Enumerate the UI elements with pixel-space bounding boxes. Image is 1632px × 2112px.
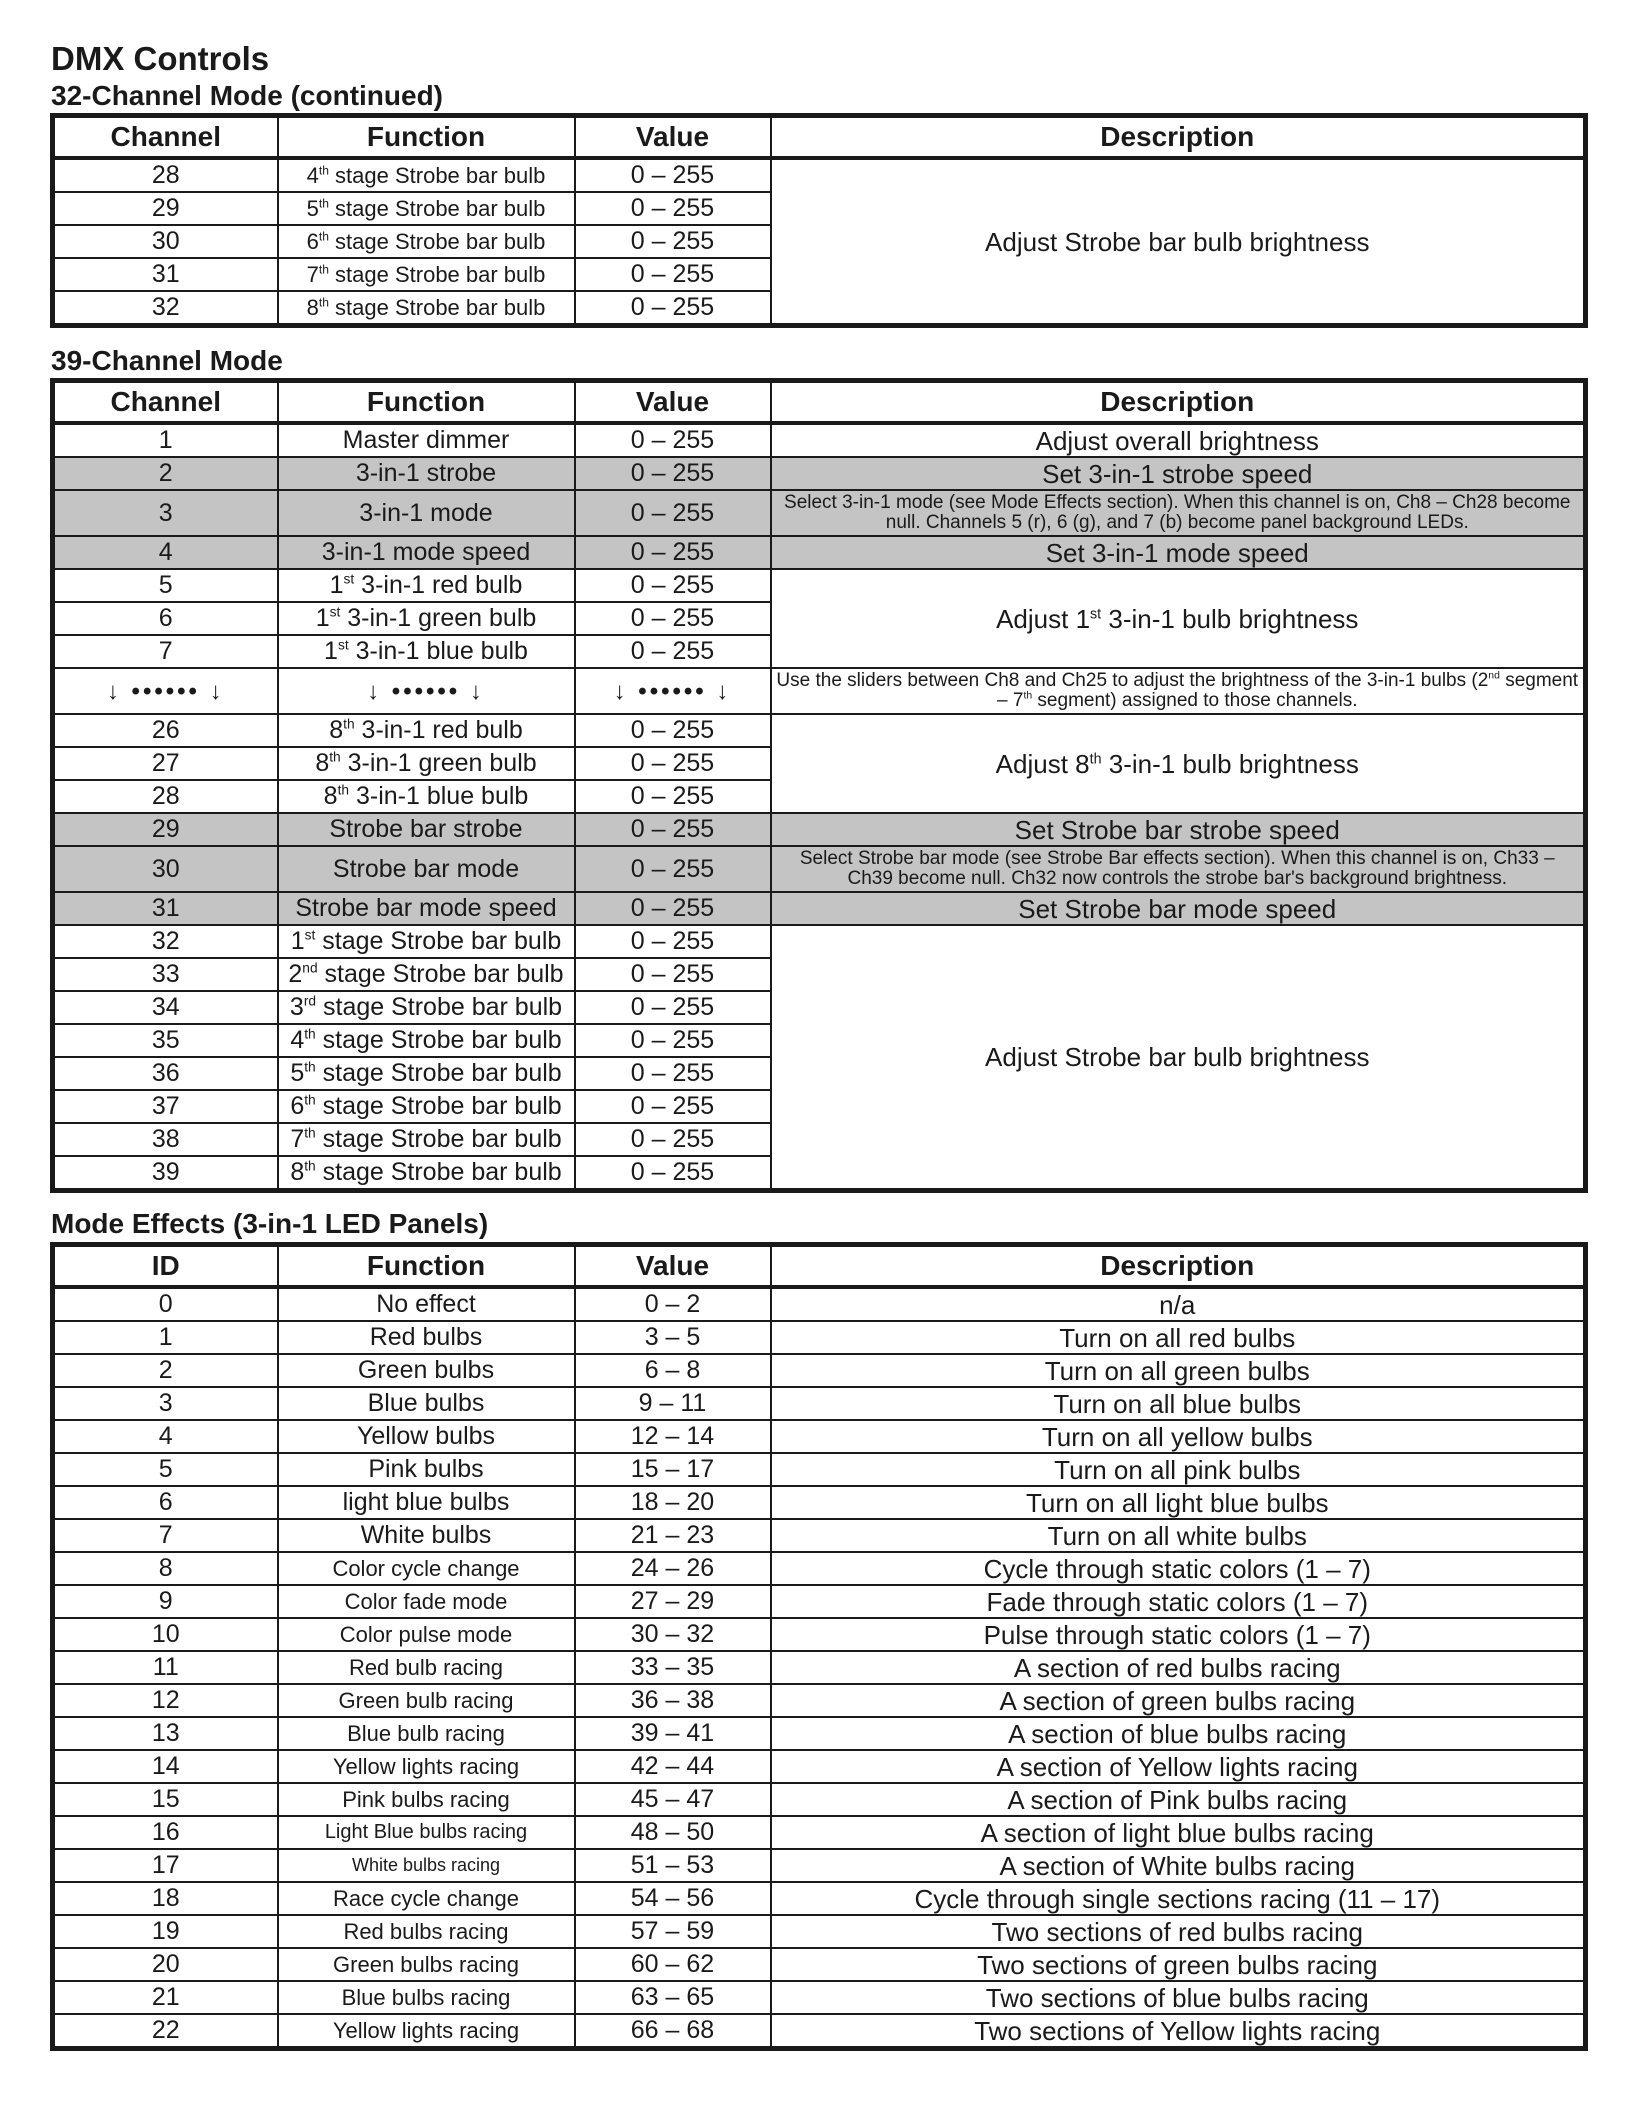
table-row: [53, 569, 1586, 602]
header-function: Function: [278, 381, 575, 424]
value-cell: 0 – 255: [575, 892, 771, 925]
channel-cell: 6: [53, 602, 278, 635]
id-cell: 11: [53, 1651, 278, 1684]
value-cell: 0 – 255: [575, 1123, 771, 1156]
id-cell: 22: [53, 2014, 278, 2049]
function-cell: Pink bulbs racing: [278, 1783, 575, 1816]
description-cell: A section of green bulbs racing: [771, 1684, 1586, 1717]
description-cell: Adjust 8th 3-in-1 bulb brightness: [771, 714, 1586, 813]
channel-cell: 2: [53, 457, 278, 490]
description-cell: Adjust Strobe bar bulb brightness: [771, 158, 1586, 326]
function-cell: Light Blue bulbs racing: [278, 1816, 575, 1849]
table-row: [53, 457, 1586, 490]
function-cell: 8th 3-in-1 red bulb: [278, 714, 575, 747]
value-cell: 0 – 255: [575, 490, 771, 536]
description-cell: Turn on all pink bulbs: [771, 1453, 1586, 1486]
description-cell: A section of light blue bulbs racing: [771, 1816, 1586, 1849]
channel-cell: 32: [53, 291, 278, 326]
description-cell: Set 3-in-1 strobe speed: [771, 457, 1586, 490]
value-cell: 0 – 255: [575, 991, 771, 1024]
id-cell: 19: [53, 1915, 278, 1948]
value-cell: 0 – 255: [575, 536, 771, 569]
channel-cell: 29: [53, 192, 278, 225]
function-cell: Race cycle change: [278, 1882, 575, 1915]
value-cell: 0 – 255: [575, 635, 771, 668]
value-cell: 39 – 41: [575, 1717, 771, 1750]
function-cell: 1st 3-in-1 blue bulb: [278, 635, 575, 668]
value-cell: 6 – 8: [575, 1354, 771, 1387]
table-row: [53, 1585, 1586, 1618]
function-cell: 8th stage Strobe bar bulb: [278, 291, 575, 326]
description-cell: Two sections of green bulbs racing: [771, 1948, 1586, 1981]
id-cell: 18: [53, 1882, 278, 1915]
down-arrow-icon: ↓ •••••• ↓: [575, 668, 771, 714]
id-cell: 9: [53, 1585, 278, 1618]
channel-cell: 37: [53, 1090, 278, 1123]
channel-cell: 38: [53, 1123, 278, 1156]
id-cell: 17: [53, 1849, 278, 1882]
page-title: DMX Controls: [51, 40, 270, 77]
id-cell: 5: [53, 1453, 278, 1486]
description-cell: Select Strobe bar mode (see Strobe Bar effects section). When this channel is on, Ch33 – Ch39 become null. Ch32 now controls the strobe bar's background brightness.: [771, 846, 1586, 892]
function-cell: White bulbs racing: [278, 1849, 575, 1882]
table-row: [53, 1519, 1586, 1552]
channel-cell: 33: [53, 958, 278, 991]
function-cell: Master dimmer: [278, 423, 575, 457]
description-cell: Set Strobe bar strobe speed: [771, 813, 1586, 846]
value-cell: 0 – 255: [575, 192, 771, 225]
header-value: Value: [575, 1245, 771, 1288]
value-cell: 42 – 44: [575, 1750, 771, 1783]
header-row: [53, 116, 1586, 159]
channel-cell: 32: [53, 925, 278, 958]
value-cell: 0 – 255: [575, 457, 771, 490]
value-cell: 21 – 23: [575, 1519, 771, 1552]
table-row: [53, 714, 1586, 747]
value-cell: 15 – 17: [575, 1453, 771, 1486]
value-cell: 0 – 255: [575, 258, 771, 291]
header-value: Value: [575, 381, 771, 424]
channel-cell: 36: [53, 1057, 278, 1090]
function-cell: 5th stage Strobe bar bulb: [278, 192, 575, 225]
description-cell: A section of White bulbs racing: [771, 1849, 1586, 1882]
table-row: [53, 1816, 1586, 1849]
table-row: [53, 1321, 1586, 1354]
value-cell: 0 – 255: [575, 846, 771, 892]
table-row: [53, 2014, 1586, 2049]
value-cell: 0 – 255: [575, 602, 771, 635]
value-cell: 0 – 255: [575, 1024, 771, 1057]
function-cell: 3-in-1 strobe: [278, 457, 575, 490]
channel-cell: 35: [53, 1024, 278, 1057]
description-cell: Fade through static colors (1 – 7): [771, 1585, 1586, 1618]
down-arrow-icon: ↓ •••••• ↓: [278, 668, 575, 714]
channel-cell: 7: [53, 635, 278, 668]
value-cell: 0 – 255: [575, 925, 771, 958]
id-cell: 4: [53, 1420, 278, 1453]
id-cell: 0: [53, 1287, 278, 1321]
description-cell: Select 3-in-1 mode (see Mode Effects section). When this channel is on, Ch8 – Ch28 become null. Channels 5 (r), 6 (g), and 7 (b) become panel background LEDs.: [771, 490, 1586, 536]
description-cell: n/a: [771, 1287, 1586, 1321]
id-cell: 7: [53, 1519, 278, 1552]
table-row: [53, 1287, 1586, 1321]
function-cell: Green bulb racing: [278, 1684, 575, 1717]
table-row: [53, 1453, 1586, 1486]
table-row: [53, 1486, 1586, 1519]
description-cell: Turn on all red bulbs: [771, 1321, 1586, 1354]
id-cell: 3: [53, 1387, 278, 1420]
value-cell: 9 – 11: [575, 1387, 771, 1420]
channel-cell: 3: [53, 490, 278, 536]
channel-cell: 27: [53, 747, 278, 780]
description-cell: Turn on all yellow bulbs: [771, 1420, 1586, 1453]
function-cell: Blue bulbs racing: [278, 1981, 575, 2014]
table-row: [53, 1420, 1586, 1453]
table-row: [53, 813, 1586, 846]
section-heading-39ch: 39-Channel Mode: [51, 345, 283, 376]
function-cell: Pink bulbs: [278, 1453, 575, 1486]
table-row: [53, 1882, 1586, 1915]
value-cell: 0 – 255: [575, 291, 771, 326]
value-cell: 12 – 14: [575, 1420, 771, 1453]
header-description: Description: [771, 381, 1586, 424]
table-row: [53, 1981, 1586, 2014]
table-row: [53, 1717, 1586, 1750]
function-cell: 8th 3-in-1 green bulb: [278, 747, 575, 780]
value-cell: 0 – 255: [575, 780, 771, 813]
value-cell: 48 – 50: [575, 1816, 771, 1849]
id-cell: 2: [53, 1354, 278, 1387]
function-cell: Blue bulbs: [278, 1387, 575, 1420]
function-cell: 3-in-1 mode speed: [278, 536, 575, 569]
value-cell: 3 – 5: [575, 1321, 771, 1354]
table-row: [53, 1750, 1586, 1783]
header-channel: Channel: [53, 381, 278, 424]
value-cell: 60 – 62: [575, 1948, 771, 1981]
function-cell: 6th stage Strobe bar bulb: [278, 225, 575, 258]
header-function: Function: [278, 1245, 575, 1288]
id-cell: 13: [53, 1717, 278, 1750]
value-cell: 30 – 32: [575, 1618, 771, 1651]
table-row: [53, 1849, 1586, 1882]
channel-cell: 1: [53, 423, 278, 457]
down-arrow-icon: ↓ •••••• ↓: [53, 668, 278, 714]
table-row: [53, 1552, 1586, 1585]
function-cell: 5th stage Strobe bar bulb: [278, 1057, 575, 1090]
description-cell: Cycle through single sections racing (11 – 17): [771, 1882, 1586, 1915]
function-cell: Green bulbs racing: [278, 1948, 575, 1981]
function-cell: 1st 3-in-1 green bulb: [278, 602, 575, 635]
value-cell: 0 – 255: [575, 225, 771, 258]
channel-cell: 31: [53, 892, 278, 925]
table-row: [53, 423, 1586, 457]
section-heading-32ch: 32-Channel Mode (continued): [51, 80, 443, 111]
function-cell: White bulbs: [278, 1519, 575, 1552]
table-row: [53, 1684, 1586, 1717]
function-cell: Blue bulb racing: [278, 1717, 575, 1750]
id-cell: 15: [53, 1783, 278, 1816]
table-row: [53, 1651, 1586, 1684]
header-description: Description: [771, 1245, 1586, 1288]
description-cell: Use the sliders between Ch8 and Ch25 to adjust the brightness of the 3-in-1 bulbs (2nd segment – 7th segment) assigned to those channels.: [771, 668, 1586, 714]
value-cell: 57 – 59: [575, 1915, 771, 1948]
id-cell: 16: [53, 1816, 278, 1849]
function-cell: Red bulb racing: [278, 1651, 575, 1684]
description-cell: Turn on all green bulbs: [771, 1354, 1586, 1387]
function-cell: 1st stage Strobe bar bulb: [278, 925, 575, 958]
table-row-ellipsis: [53, 668, 1586, 714]
id-cell: 20: [53, 1948, 278, 1981]
function-cell: 4th stage Strobe bar bulb: [278, 158, 575, 192]
function-cell: Strobe bar strobe: [278, 813, 575, 846]
function-cell: Red bulbs: [278, 1321, 575, 1354]
table-row: [53, 490, 1586, 536]
table-row: [53, 536, 1586, 569]
header-function: Function: [278, 116, 575, 159]
table-row: [53, 1915, 1586, 1948]
value-cell: 33 – 35: [575, 1651, 771, 1684]
description-cell: Adjust overall brightness: [771, 423, 1586, 457]
description-cell: Two sections of blue bulbs racing: [771, 1981, 1586, 2014]
id-cell: 14: [53, 1750, 278, 1783]
header-row: [53, 1245, 1586, 1288]
value-cell: 0 – 255: [575, 747, 771, 780]
function-cell: 2nd stage Strobe bar bulb: [278, 958, 575, 991]
description-cell: Cycle through static colors (1 – 7): [771, 1552, 1586, 1585]
function-cell: 7th stage Strobe bar bulb: [278, 258, 575, 291]
value-cell: 36 – 38: [575, 1684, 771, 1717]
channel-cell: 4: [53, 536, 278, 569]
value-cell: 0 – 2: [575, 1287, 771, 1321]
function-cell: Green bulbs: [278, 1354, 575, 1387]
description-cell: Turn on all blue bulbs: [771, 1387, 1586, 1420]
value-cell: 18 – 20: [575, 1486, 771, 1519]
function-cell: Color cycle change: [278, 1552, 575, 1585]
description-cell: Adjust 1st 3-in-1 bulb brightness: [771, 569, 1586, 668]
function-cell: 1st 3-in-1 red bulb: [278, 569, 575, 602]
description-cell: Pulse through static colors (1 – 7): [771, 1618, 1586, 1651]
table-row: [53, 925, 1586, 958]
value-cell: 66 – 68: [575, 2014, 771, 2049]
header-row: [53, 381, 1586, 424]
function-cell: Yellow lights racing: [278, 2014, 575, 2049]
channel-cell: 30: [53, 225, 278, 258]
description-cell: Adjust Strobe bar bulb brightness: [771, 925, 1586, 1191]
id-cell: 10: [53, 1618, 278, 1651]
table-32-channel: [50, 113, 1588, 328]
value-cell: 0 – 255: [575, 714, 771, 747]
id-cell: 6: [53, 1486, 278, 1519]
channel-cell: 26: [53, 714, 278, 747]
function-cell: Yellow bulbs: [278, 1420, 575, 1453]
table-row: [53, 892, 1586, 925]
table-row: [53, 1948, 1586, 1981]
section-heading-mode-effects: Mode Effects (3-in-1 LED Panels): [51, 1208, 489, 1239]
function-cell: Strobe bar mode speed: [278, 892, 575, 925]
function-cell: Color pulse mode: [278, 1618, 575, 1651]
value-cell: 51 – 53: [575, 1849, 771, 1882]
value-cell: 0 – 255: [575, 569, 771, 602]
description-cell: A section of Yellow lights racing: [771, 1750, 1586, 1783]
function-cell: 4th stage Strobe bar bulb: [278, 1024, 575, 1057]
table-row: [53, 1783, 1586, 1816]
function-cell: 7th stage Strobe bar bulb: [278, 1123, 575, 1156]
function-cell: 6th stage Strobe bar bulb: [278, 1090, 575, 1123]
value-cell: 27 – 29: [575, 1585, 771, 1618]
id-cell: 12: [53, 1684, 278, 1717]
function-cell: light blue bulbs: [278, 1486, 575, 1519]
table-39-channel: [50, 378, 1588, 1193]
description-cell: Set 3-in-1 mode speed: [771, 536, 1586, 569]
table-row: [53, 1618, 1586, 1651]
header-value: Value: [575, 116, 771, 159]
value-cell: 0 – 255: [575, 1156, 771, 1191]
value-cell: 45 – 47: [575, 1783, 771, 1816]
value-cell: 0 – 255: [575, 158, 771, 192]
description-cell: Turn on all light blue bulbs: [771, 1486, 1586, 1519]
channel-cell: 28: [53, 780, 278, 813]
description-cell: Two sections of red bulbs racing: [771, 1915, 1586, 1948]
description-cell: A section of Pink bulbs racing: [771, 1783, 1586, 1816]
table-row: [53, 1354, 1586, 1387]
channel-cell: 5: [53, 569, 278, 602]
channel-cell: 29: [53, 813, 278, 846]
id-cell: 1: [53, 1321, 278, 1354]
table-row: [53, 1387, 1586, 1420]
table-row: [53, 846, 1586, 892]
value-cell: 0 – 255: [575, 1090, 771, 1123]
function-cell: Strobe bar mode: [278, 846, 575, 892]
table-row: [53, 158, 1586, 192]
function-cell: 8th stage Strobe bar bulb: [278, 1156, 575, 1191]
table-mode-effects: [50, 1242, 1588, 2051]
function-cell: Red bulbs racing: [278, 1915, 575, 1948]
channel-cell: 39: [53, 1156, 278, 1191]
function-cell: Color fade mode: [278, 1585, 575, 1618]
value-cell: 63 – 65: [575, 1981, 771, 2014]
description-cell: Turn on all white bulbs: [771, 1519, 1586, 1552]
value-cell: 54 – 56: [575, 1882, 771, 1915]
value-cell: 0 – 255: [575, 958, 771, 991]
channel-cell: 30: [53, 846, 278, 892]
value-cell: 0 – 255: [575, 423, 771, 457]
header-description: Description: [771, 116, 1586, 159]
value-cell: 0 – 255: [575, 1057, 771, 1090]
function-cell: 3rd stage Strobe bar bulb: [278, 991, 575, 1024]
value-cell: 0 – 255: [575, 813, 771, 846]
header-channel: Channel: [53, 116, 278, 159]
function-cell: Yellow lights racing: [278, 1750, 575, 1783]
function-cell: 8th 3-in-1 blue bulb: [278, 780, 575, 813]
description-cell: A section of red bulbs racing: [771, 1651, 1586, 1684]
value-cell: 24 – 26: [575, 1552, 771, 1585]
channel-cell: 34: [53, 991, 278, 1024]
function-cell: 3-in-1 mode: [278, 490, 575, 536]
id-cell: 21: [53, 1981, 278, 2014]
description-cell: Set Strobe bar mode speed: [771, 892, 1586, 925]
channel-cell: 28: [53, 158, 278, 192]
id-cell: 8: [53, 1552, 278, 1585]
channel-cell: 31: [53, 258, 278, 291]
function-cell: No effect: [278, 1287, 575, 1321]
description-cell: Two sections of Yellow lights racing: [771, 2014, 1586, 2049]
header-id: ID: [53, 1245, 278, 1288]
description-cell: A section of blue bulbs racing: [771, 1717, 1586, 1750]
